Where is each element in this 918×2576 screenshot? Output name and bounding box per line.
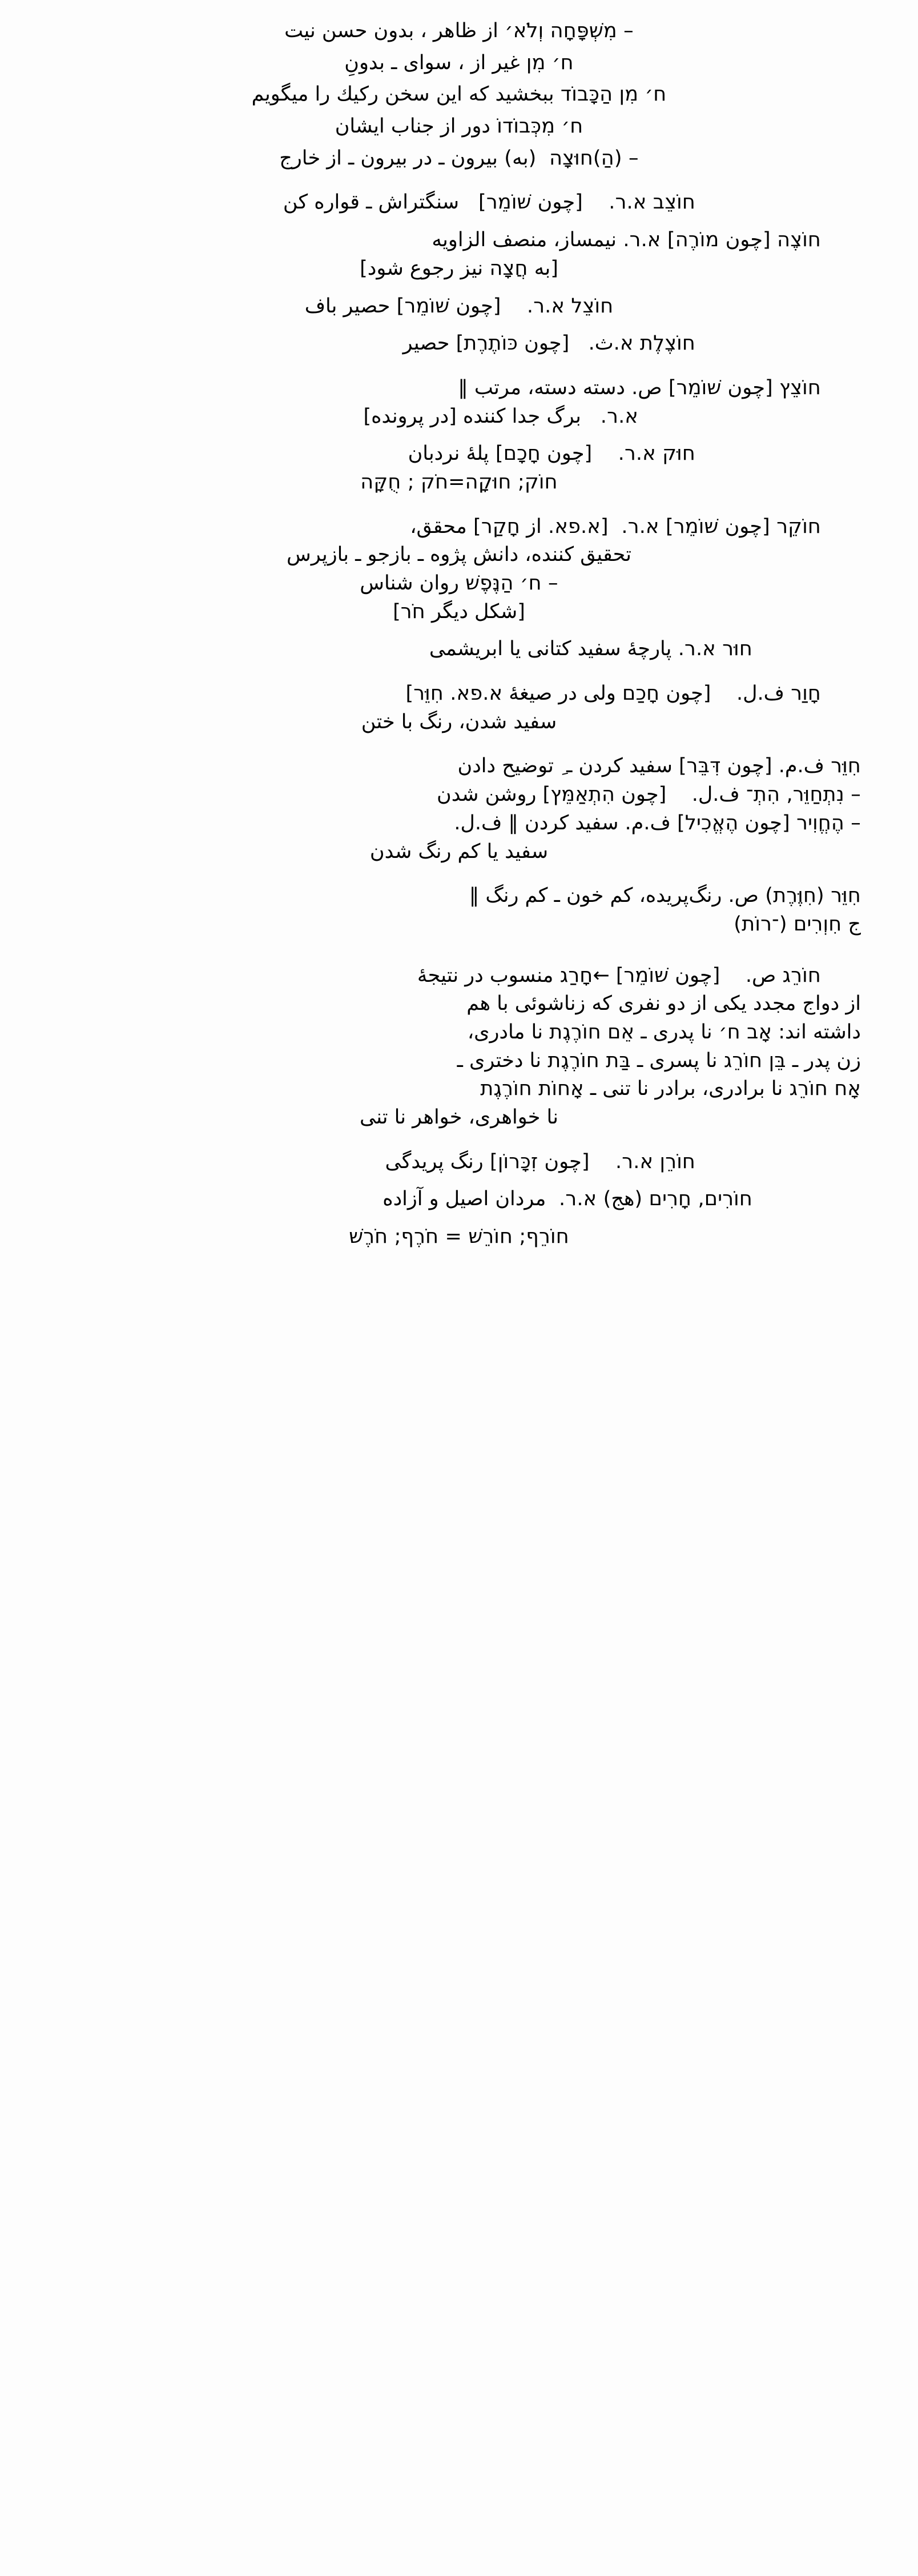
entry-line: [شکل دیگر חֹר] [393,600,525,623]
dictionary-entry [34,513,884,627]
dictionary-entry [34,292,884,321]
entry-line: – הֶחֱוִיר [چون הֶאֱכִיל] ف.م. سفید کردن ‖ ف.ل. [454,811,861,834]
dictionary-entry [34,882,884,938]
spacer [34,667,884,680]
dictionary-entry [34,680,884,736]
dictionary-entry [34,226,884,283]
entry-line: ج חִוְרִים (־רוֹת) [734,912,861,936]
spacer [34,500,884,513]
spacer [34,629,884,635]
entry-line: زن پدر ـ בֵּן חוֹרֵג نا پسری ـ בַּת חוֹרֶגֶת نا دختری ـ [457,1049,861,1072]
entry-line: חוֹרִים, חָרִים (هج) א.ר. مردان اصیل و آزاده [382,1187,752,1211]
spacer [34,1179,884,1185]
spacer [34,220,884,226]
entry-line: ח׳ מִכְּבוֹדוֹ دور از جناب ایشان [335,115,583,138]
entry-line: ח׳ מִן הַכָּבוֹד ببخشید که این سخن رکیك را میگویم [251,83,667,106]
entry-line: داشته اند: אָב ח׳ نا پدری ـ אֵם חוֹרֶגֶת نا مادری، [467,1020,861,1044]
entry-line: חוֹרֵג ص. [چون שׁוֹמֵר] ←חָרַג منسوب در نتیجهٔ [417,964,821,987]
dictionary-entry [34,635,884,664]
entry-line: חוֹצֵב א.ר. [چون שׁוֹמֵר] سنگتراش ـ قواره کن [283,191,695,214]
entry-line: חוּר א.ר. پارچهٔ سفید کتانی یا ابریشمی [429,637,752,661]
dictionary-entry [34,49,884,78]
spacer [34,1217,884,1223]
entry-line: חִוֵּר (חִוֶּרֶת) ص. رنگ‌پریده، کم خون ـ کم رنگ ‖ [469,884,861,908]
dictionary-entry [34,81,884,109]
entry-line: חוּק א.ר. [چون חָכָם] پلهٔ نردبان [408,442,695,466]
entry-line: חוֹצֵל א.ר. [چون שׁוֹמֵר] حصیر باف [304,294,614,318]
spacer [34,869,884,882]
entry-line: חוֹצֶה [چون מוֹרֶה] א.ר. نیمساز، منصف الزاویه [432,228,821,252]
entry-line: חוֹצֶלֶת א.ث. [چون כּוֹתֶרֶת] حصیر [402,332,695,355]
dictionary-entry [34,330,884,358]
text-column [34,17,884,1255]
spacer [34,434,884,440]
entry-line: تحقیق کننده، دانش پژوه ـ بازجو ـ بازپرس [286,543,632,567]
dictionary-entry [34,962,884,1132]
spacer [34,740,884,752]
spacer [34,362,884,374]
entry-line: نا خواهری، خواهر نا تنی [360,1106,558,1129]
dictionary-entry [34,1185,884,1214]
entry-line: سفید شدن، رنگ با ختن [361,710,557,733]
spacer [34,1135,884,1148]
dictionary-entry [34,752,884,866]
dictionary-entry [34,374,884,431]
entry-line: א.ר. برگ جدا کننده [در پرونده] [363,404,638,428]
spacer [34,942,884,962]
entry-line: – ח׳ הַנֶּפֶשׁ روان شناس [360,572,558,595]
entry-line: חוֹצֵץ [چون שׁוֹמֵר] ص. دسته دسته، مرتب ‖ [458,376,821,399]
dictionary-entry [34,440,884,496]
spacer [34,324,884,330]
entry-line: חָוַר ف.ل. [چون חָכַם ولی در صیغهٔ א.פא. חִוֵּר] [405,682,821,705]
spacer [34,176,884,188]
entry-line: ח׳ מִן غیر از ، سوای ـ بدونِ [344,51,574,74]
entry-line: אָח חוֹרֵג نا برادری، برادر نا تنی ـ אָחוֹת חוֹרֶגֶת [480,1077,861,1101]
dictionary-entry [34,113,884,141]
entry-line: חוֹרֵף; חוֹרֵשׁ = חֹרֶף; חֹרֶשׁ [349,1225,569,1249]
spacer [34,287,884,292]
entry-line: از دواج مجدد یکی از دو نفری که زناشوئی با هم [466,992,861,1016]
dictionary-entry [34,1223,884,1251]
dictionary-entry [34,145,884,173]
entry-line: سفید یا کم رنگ شدن [369,840,549,863]
entry-line: – נִתְחַוֵּר, הִתְ־ ف.ل. [چون הִתְאַמֵּץ] روشن شدن [437,783,861,806]
entry-line: – מִשְׁפָּחָה וְלֹא׳ از ظاهر ، بدون حسن نیت [284,19,634,42]
entry-line: – (הַ)חוּצָה (به) بیرون ـ در بیرون ـ از خارج [279,146,639,170]
entry-line: חִוֵּר ف.م. [چون דִּבֵּר] سفید کردن ـ ِ توضیح دادن [457,755,861,778]
entry-line: חוֹקֵר [چون שׁוֹמֵר] א.ר. [א.פא. از חָקַר] محقق، [410,515,821,538]
entry-line: חוֹק; חוּקָה=חֹק ; חֻקָּה [360,470,558,493]
entry-line: חוֹרֵן א.ר. [چون זִכָּרוֹן] رنگ پریدگی [385,1150,695,1173]
dictionary-entry [34,188,884,217]
dictionary-entry [34,1148,884,1177]
entry-line: [به חֲצָה نیز رجوع شود] [360,256,558,280]
dictionary-entry [34,17,884,46]
